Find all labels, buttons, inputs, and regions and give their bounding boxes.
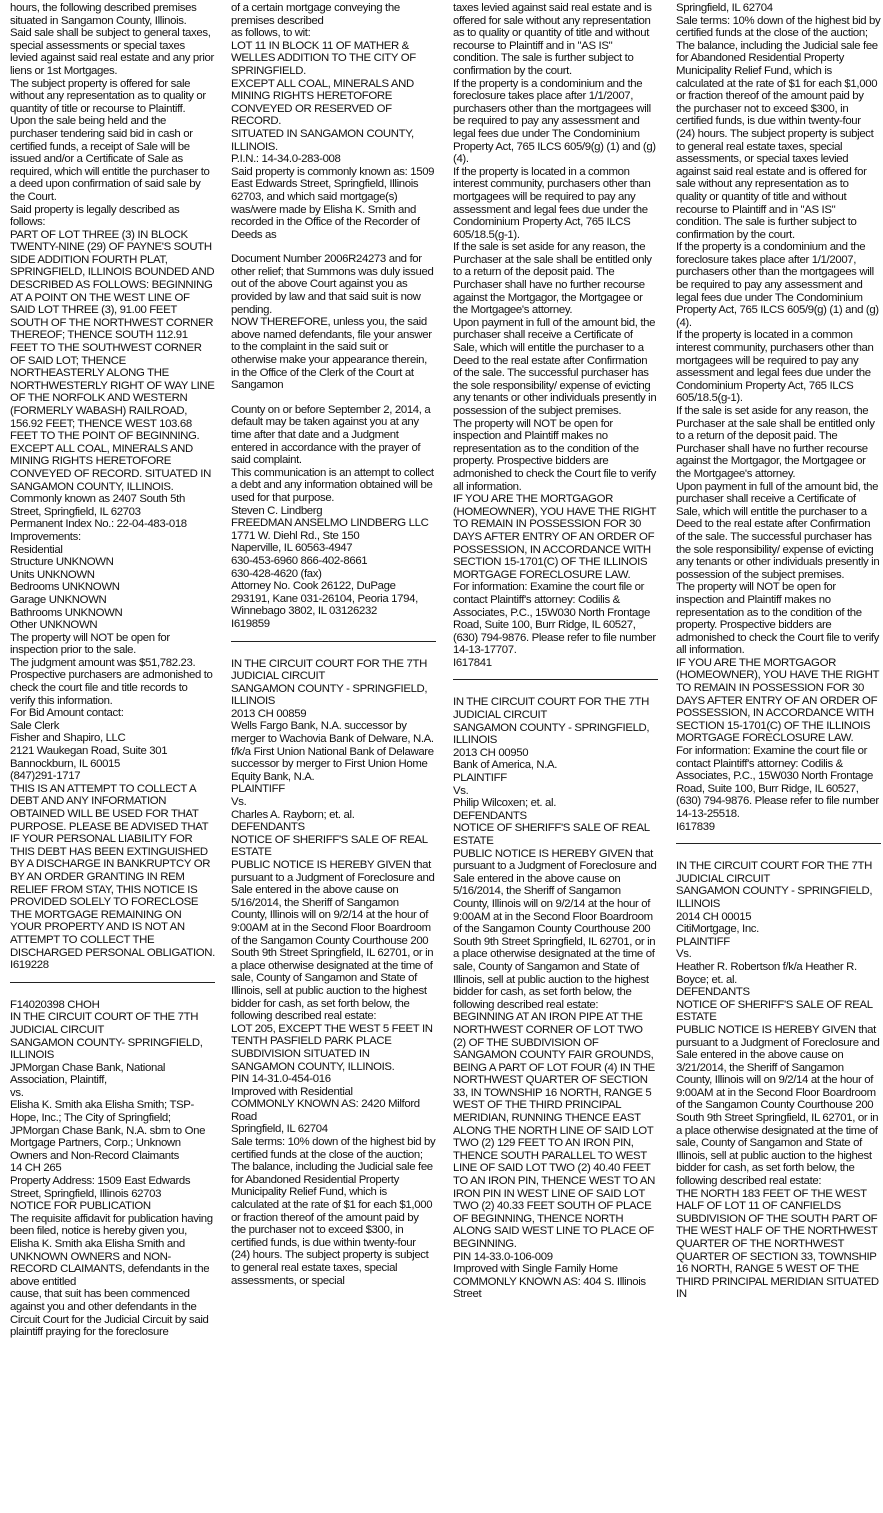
notice-text: If the sale is set aside for any reason, the Purchaser at the sale shall be entitled only to a return of the deposit paid. The Purchaser shall have no further recourse against the Mortgagor, the Mortgagee or the Mortgagee's attorney. xyxy=(453,241,652,317)
notice-text: SANGAMON COUNTY - SPRINGFIELD, ILLINOIS xyxy=(231,682,428,708)
notice-text: 2014 CH 00015 xyxy=(676,910,752,923)
notice-text: PUBLIC NOTICE IS HEREBY GIVEN that pursuant to a Judgment of Foreclosure and Sale entered in the above cause on 5/16/2014, the Sheriff of Sangamon County, Illinois will on 9/2/14 at the hour of 9:00AM at in the Second Floor Boardroom of the Sangamon County Courthouse 200 South 9th Street Springfield, IL 62701, or in a place otherwise designated at the time of sale, County of Sangamon and State of Illinois, sell at public auction to the highest bidder for cash, as set forth below, the following described real estate: xyxy=(453,847,657,1011)
notice-text: For Bid Amount contact: xyxy=(10,707,124,720)
notice-text: Permanent Index No.: 22-04-483-018 xyxy=(10,518,187,531)
notice-text: Structure UNKNOWN xyxy=(10,556,114,569)
notice-text: Other UNKNOWN xyxy=(10,619,98,632)
notice-text: Said sale shall be subject to general taxes, special assessments or special taxes levied against said real estate and any prior liens or 1st Mortgages. xyxy=(10,27,214,77)
notice-text: NOTICE FOR PUBLICATION xyxy=(10,1200,151,1213)
notice-text: THE NORTH 183 FEET OF THE WEST HALF OF LOT 11 OF CANFIELDS SUBDIVISION OF THE SOUTH PART OF THE WEST HALF OF THE NORTHWEST QUARTER OF THE NORTHWEST QUARTER OF SECTION 33, TOWNSHIP 16 NORTH, RANGE 5 WEST OF THE THIRD PRINCIPAL MERIDIAN SITUATED IN xyxy=(676,1187,879,1301)
notice-text: NOTICE OF SHERIFF'S SALE OF REAL ESTATE xyxy=(453,822,650,847)
notice-text: as follows, to wit: xyxy=(231,27,311,40)
notice-text: Improvements: xyxy=(10,530,81,543)
notice-text: cause, that suit has been commenced against you and other defendants in the Circuit Court for the Judicial Circuit by said plaintiff praying for the foreclosure xyxy=(10,1288,209,1339)
notice-text: Vs. xyxy=(231,796,247,809)
notice-text: Springfield, IL 62704 xyxy=(231,1123,328,1136)
notice-text: PIN 14-33.0-106-009 xyxy=(453,1250,553,1263)
notice-text: I619228 xyxy=(10,959,49,972)
notice-text: Bannockburn, IL 60015 xyxy=(10,757,121,770)
notice-text: County on or before September 2, 2014, a default may be taken against you at any time after that date and a Judgment entered in accordance with the prayer of said complaint. xyxy=(231,403,431,467)
notice-text: Heather R. Robertson f/k/a Heather R. Boyce; et. al. xyxy=(676,960,857,986)
notice-text: NOTICE OF SHERIFF'S SALE OF REAL ESTATE xyxy=(231,833,428,859)
paragraph-gap xyxy=(231,392,436,404)
notice-text: PLAINTIFF xyxy=(231,783,285,796)
notice-text: Upon the sale being held and the purchaser tendering said bid in cash or certified funds, a receipt of Sale will be issued and/or a Certificate of Sale as required, which will entitle the purchaser to a deed upon confirmation of said sale by the Court. xyxy=(10,115,210,203)
paragraph-gap xyxy=(231,241,436,253)
notice-text: Steven C. Lindberg xyxy=(231,504,323,517)
notice-text: This communication is an attempt to collect a debt and any information obtained will be used for that purpose. xyxy=(231,466,434,504)
notice-text: Elisha K. Smith aka Elisha Smith; TSP-Hope, Inc.; The City of Springfield; JPMorgan Chase Bank, N.A. sbm to One Mortgage Partners, Corp.; Unknown Owners and Non-Record Claimants xyxy=(10,1099,206,1162)
notice-text: Improved with Residential xyxy=(231,1085,353,1098)
notice-text: PUBLIC NOTICE IS HEREBY GIVEN that pursuant to a Judgment of Foreclosure and Sale entered in the above cause on 3/21/2014, the Sheriff of Sangamon County, Illinois will on 9/2/14 at the hour of 9:00AM at in the Second Floor Boardroom of the Sangamon County Courthouse 200 South 9th Street Springfield, IL 62701, or in a place otherwise designated at the time of sale, County of Sangamon and State of Illinois, sell at public auction to the highest bidder for cash, as set forth below, the following described real estate: xyxy=(676,1023,880,1188)
notice-text: LOT 205, EXCEPT THE WEST 5 FEET IN TENTH PASFIELD PARK PLACE SUBDIVISION SITUATED IN SANGAMON COUNTY, ILLINOIS. xyxy=(231,1022,433,1073)
notice-text: COMMONLY KNOWN AS: 404 S. Illinois Street xyxy=(453,1275,646,1301)
notice-text: Improved with Single Family Home xyxy=(453,1263,618,1276)
notice-divider xyxy=(231,641,436,642)
notice-text: For information: Examine the court file or contact Plaintiff's attorney: Codilis & Associates, P.C., 15W030 North Frontage Road, Suite 100, Burr Ridge, IL 60527, (630) 794-9876. Please refer to file number 14-13-25518. xyxy=(676,745,879,820)
notice-text: DEFENDANTS xyxy=(676,986,750,999)
notice-text: PART OF LOT THREE (3) IN BLOCK TWENTY-NINE (29) OF PAYNE'S SOUTH SIDE ADDITION FOURTH PLAT, SPRINGFIELD, ILLINOIS BOUNDED AND DESCRIBED AS FOLLOWS: BEGINNING AT A POINT ON THE WEST LINE OF SAID LOT THREE (3), 91.00 FEET SOUTH OF THE NORTHWEST CORNER THEREOF; THENCE SOUTH 112.91 FEET TO THE SOUTHWEST CORNER OF SAID LOT; THENCE NORTHEASTERLY ALONG THE NORTHWESTERLY RIGHT OF WAY LINE OF THE NORFOLK AND WESTERN (FORMERLY WABASH) RAILROAD, 156.92 FEET; THENCE WEST 103.68 FEET TO THE POINT OF BEGINNING. EXCEPT ALL COAL, MINERALS AND MINING RIGHTS HERETOFORE CONVEYED OF RECORD. SITUATED IN SANGAMON COUNTY, ILLINOIS. xyxy=(10,228,215,493)
notice-text: hours, the following described premises situated in Sangamon County, Illinois. xyxy=(10,2,197,27)
notice-text: FREEDMAN ANSELMO LINDBERG LLC xyxy=(231,517,429,530)
notice-text: If the property is located in a common interest community, purchasers other than mortgagees will be required to pay any assessment and legal fees due under the Condominium Property Act, 765 ILCS 605/18.5(g-1). xyxy=(676,329,874,405)
notice-text: NOTICE OF SHERIFF'S SALE OF REAL ESTATE xyxy=(676,998,873,1024)
notice-text: Upon payment in full of the amount bid, the purchaser shall receive a Certificate of Sale, which will entitle the purchaser to a Deed to the real estate after Confirmation of the sale. The successful purchaser has the sole responsibility/ expense of evicting any tenants or other individuals presently in possession of the subject premises. xyxy=(676,480,880,581)
notice-text: THIS IS AN ATTEMPT TO COLLECT A DEBT AND ANY INFORMATION OBTAINED WILL BE USED FOR THAT PURPOSE. PLEASE BE ADVISED THAT IF YOUR PERSONAL LIABILITY FOR THIS DEBT HAS BEEN EXTINGUISHED BY A DISCHARGE IN BANKRUPTCY OR BY AN ORDER GRANTING IN REM RELIEF FROM STAY, THIS NOTICE IS PROVIDED SOLELY TO FORECLOSE THE MORTGAGE REMAINING ON YOUR PROPERTY AND IS NOT AN ATTEMPT TO COLLECT THE DISCHARGED PERSONAL OBLIGATION. xyxy=(10,782,215,959)
column-2 xyxy=(231,2,436,1287)
notice-text: I617841 xyxy=(453,656,492,669)
notice-text: Sale terms: 10% down of the highest bid by certified funds at the close of the auction; The balance, including the Judicial sale fee for Abandoned Residential Property Municipality Relief Fund, which is calculated at the rate of $1 for each $1,000 or fraction thereof of the amount paid by the purchaser not to exceed $300, in certified funds, is due within twenty-four (24) hours. The subject property is subject to general real estate taxes, special assessments, or special taxes levied against said real estate and is offered for sale without any representation as to quality or quantity of title and without recourse to Plaintiff and in "AS IS" condition. The sale is further subject to confirmation by the court. xyxy=(676,14,881,241)
notice-text: The property will NOT be open for inspection and Plaintiff makes no representation as to the condition of the property. Prospective bidders are admonished to check the Court file to verify all information. xyxy=(453,417,657,493)
notice-text: Sale Clerk xyxy=(10,719,60,732)
notice-text: Sale terms: 10% down of the highest bid by certified funds at the close of the auction; The balance, including the Judicial sale fee for Abandoned Residential Property Municipality Relief Fund, which is calculated at the rate of $1 for each $1,000 or fraction thereof of the amount paid by the purchaser not to exceed $300, in certified funds, is due within twenty-four (24) hours. The subject property is subject to general real estate taxes, special assessments, or special xyxy=(231,1136,436,1287)
notice-text: The property will NOT be open for inspection and Plaintiff makes no representation as to the condition of the property. Prospective bidders are admonished to check the Court file to verify all information. xyxy=(676,581,880,657)
notice-text: LOT 11 IN BLOCK 11 OF MATHER & WELLES ADDITION TO THE CITY OF SPRINGFIELD. xyxy=(231,39,416,77)
notice-text: vs. xyxy=(10,1086,24,1099)
notice-text: taxes levied against said real estate and is offered for sale without any representation as to quality or quantity of title and without recourse to Plaintiff and in "AS IS" condition. The sale is further subject to confirmation by the court. xyxy=(453,2,652,77)
notice-text: The property will NOT be open for inspection prior to the sale. xyxy=(10,631,170,657)
notice-divider xyxy=(676,843,881,844)
notice-text: If the property is a condominium and the foreclosure takes place after 1/1/2007, purchasers other than the mortgagees will be required to pay any assessment and legal fees due under The Condominium Property Act, 765 ILCS 605/9(g) (1) and (g)(4). xyxy=(676,241,879,329)
notice-text: 2013 CH 00950 xyxy=(453,746,529,759)
notice-text: Fisher and Shapiro, LLC xyxy=(10,732,126,745)
notice-text: BEGINNING AT AN IRON PIPE AT THE NORTHWEST CORNER OF LOT TWO (2) OF THE SUBDIVISION OF SANGAMON COUNTY FAIR GROUNDS, BEING A PART OF LOT FOUR (4) IN THE NORTHWEST QUARTER OF SECTION 33, IN TOWNSHIP 16 NORTH, RANGE 5 WEST OF THE THIRD PRINCIPAL MERIDIAN, RUNNING THENCE EAST ALONG THE NORTH LINE OF SAID LOT TWO (2) 129 FEET TO AN IRON PIN, THENCE SOUTH PARALLEL TO WEST LINE OF SAID LOT TWO (2) 40.40 FEET TO AN IRON PIN, THENCE WEST TO AN IRON PIN IN WEST LINE OF SAID LOT TWO (2) 40.33 FEET SOUTH OF PLACE OF BEGINNING, THENCE NORTH ALONG SAID WEST LINE TO PLACE OF BEGINNING. xyxy=(453,1011,655,1250)
notice-text: PIN 14-31.0-454-016 xyxy=(231,1073,331,1086)
notice-text: Bathrooms UNKNOWN xyxy=(10,606,123,619)
notice-text: If the property is located in a common interest community, purchasers other than mortgagees will be required to pay any assessment and legal fees due under the Condominium Property Act, 765 ILCS 605/18.5(g-1). xyxy=(453,165,651,241)
notice-divider xyxy=(453,679,658,680)
notice-text: IN THE CIRCUIT COURT OF THE 7TH JUDICIAL CIRCUIT xyxy=(10,1011,199,1036)
column-3 xyxy=(453,2,658,1301)
notice-text: DEFENDANTS xyxy=(231,821,305,834)
notice-text: Prospective purchasers are admonished to check the court file and title records to verify this information. xyxy=(10,669,213,707)
notice-text: SANGAMON COUNTY- SPRINGFIELD, ILLINOIS xyxy=(10,1036,203,1062)
notice-text: 14 CH 265 xyxy=(10,1162,62,1175)
notice-text: IN THE CIRCUIT COURT FOR THE 7TH JUDICIAL CIRCUIT xyxy=(676,860,872,885)
notice-text: Said property is commonly known as: 1509 East Edwards Street, Springfield, Illinois 62703, and which said mortgage(s) was/were made by Elisha K. Smith and recorded in the Office of the Recorder of Deeds as xyxy=(231,165,435,241)
notice-divider xyxy=(10,982,215,983)
notice-text: For information: Examine the court file or contact Plaintiff's attorney: Codilis & Associates, P.C., 15W030 North Frontage Road, Suite 100, Burr Ridge, IL 60527, (630) 794-9876. Please refer to file number 14-13-17707. xyxy=(453,581,656,657)
notice-text: Springfield, IL 62704 xyxy=(676,2,773,14)
notice-text: P.I.N.: 14-34.0-283-008 xyxy=(231,153,341,166)
notice-text: 2013 CH 00859 xyxy=(231,707,307,720)
notice-text: Property Address: 1509 East Edwards Street, Springfield, Illinois 62703 xyxy=(10,1175,191,1200)
notice-text: SANGAMON COUNTY - SPRINGFIELD, ILLINOIS xyxy=(453,721,650,747)
notice-text: 2121 Waukegan Road, Suite 301 xyxy=(10,745,168,758)
notice-text: I619859 xyxy=(231,617,270,630)
notice-text: Naperville, IL 60563-4947 xyxy=(231,542,353,555)
notice-text: 1771 W. Diehl Rd., Ste 150 xyxy=(231,529,360,542)
notice-text: If the property is a condominium and the foreclosure takes place after 1/1/2007, purchasers other than the mortgagees will be required to pay any assessment and legal fees due under The Condominium Property Act, 765 ILCS 605/9(g) (1) and (g)(4). xyxy=(453,77,656,166)
notice-text: Units UNKNOWN xyxy=(10,568,95,581)
notice-text: CitiMortgage, Inc. xyxy=(676,923,759,936)
notice-text: The requisite affidavit for publication having been filed, notice is hereby given you, Elisha K. Smith aka Elisha Smith and UNKNOWN OWNERS and NON-RECORD CLAIMANTS, defendants in the above entitled xyxy=(10,1212,213,1288)
notice-text: Philip Wilcoxen; et. al. xyxy=(453,797,557,810)
notice-text: (847)291-1717 xyxy=(10,770,81,783)
notice-text: f/k/a First Union National Bank of Delaware successor by merger to First Union Home Equity Bank, N.A. xyxy=(231,745,434,783)
notice-text: Garage UNKNOWN xyxy=(10,593,107,606)
notice-text: 630-453-6960 866-402-8661 xyxy=(231,554,368,567)
notice-text: The subject property is offered for sale without any representation as to quality or quantity of title or recourse to Plaintiff. xyxy=(10,77,206,115)
notice-text: of a certain mortgage conveying the premises described xyxy=(231,2,400,27)
notice-text: IN THE CIRCUIT COURT FOR THE 7TH JUDICIAL CIRCUIT xyxy=(231,657,427,683)
notice-text: NOW THEREFORE, unless you, the said above named defendants, file your answer to the complaint in the said suit or otherwise make your appearance therein, in the Office of the Clerk of the Court at Sangamon xyxy=(231,316,432,392)
notice-text: Vs. xyxy=(453,784,469,797)
notice-text: IF YOU ARE THE MORTGAGOR (HOMEOWNER), YOU HAVE THE RIGHT TO REMAIN IN POSSESSION FOR 30 DAYS AFTER ENTRY OF AN ORDER OF POSSESSION, IN ACCORDANCE WITH SECTION 15-1701(C) OF THE ILLINOIS MORTGAGE FORECLOSURE LAW. xyxy=(676,656,879,745)
notice-text: EXCEPT ALL COAL, MINERALS AND MINING RIGHTS HERETOFORE CONVEYED OR RESERVED OF RECORD. xyxy=(231,77,414,128)
notice-text: Residential xyxy=(10,543,63,556)
notice-text: PLAINTIFF xyxy=(676,935,730,948)
notice-text: IN THE CIRCUIT COURT FOR THE 7TH JUDICIAL CIRCUIT xyxy=(453,696,649,722)
notice-text: COMMONLY KNOWN AS: 2420 Milford Road xyxy=(231,1098,420,1123)
notice-text: Vs. xyxy=(676,948,692,961)
notice-text: Bedrooms UNKNOWN xyxy=(10,581,120,594)
notice-text: Wells Fargo Bank, N.A. successor by merger to Wachovia Bank of Delware, N.A. xyxy=(231,720,434,746)
notice-text: IF YOU ARE THE MORTGAGOR (HOMEOWNER), YOU HAVE THE RIGHT TO REMAIN IN POSSESSION FOR 30 DAYS AFTER ENTRY OF AN ORDER OF POSSESSION, IN ACCORDANCE WITH SECTION 15-1701(C) OF THE ILLINOIS MORTGAGE FORECLOSURE LAW. xyxy=(453,493,656,581)
notice-text: JPMorgan Chase Bank, National Association, Plaintiff, xyxy=(10,1061,166,1087)
notice-text: PLAINTIFF xyxy=(453,772,507,785)
column-4 xyxy=(676,2,881,1301)
notice-text: SITUATED IN SANGAMON COUNTY, ILLINOIS. xyxy=(231,127,414,153)
notice-text: Said property is legally described as follows: xyxy=(10,203,180,229)
notice-text: Bank of America, N.A. xyxy=(453,759,558,772)
notice-text: F14020398 CHOH xyxy=(10,998,100,1011)
notice-text: PUBLIC NOTICE IS HEREBY GIVEN that pursuant to a Judgment of Foreclosure and Sale entered in the above cause on 5/16/2014, the Sheriff of Sangamon County, Illinois will on 9/2/14 at the hour of 9:00AM at in the Second Floor Boardroom of the Sangamon County Courthouse 200 South 9th Street Springfield, IL 62701, or in a place otherwise designated at the time of sale, County of Sangamon and State of Illinois, sell at public auction to the highest bidder for cash, as set forth below, the following described real estate: xyxy=(231,859,435,1023)
notice-text: SANGAMON COUNTY - SPRINGFIELD, ILLINOIS xyxy=(676,885,873,910)
notice-text: 630-428-4620 (fax) xyxy=(231,567,322,580)
notice-text: Charles A. Rayborn; et. al. xyxy=(231,808,355,821)
notice-text: Upon payment in full of the amount bid, the purchaser shall receive a Certificate of Sale, which will entitle the purchaser to a Deed to the real estate after Confirmation of the sale. The successful purchaser has the sole responsibility/ expense of evicting any tenants or other individuals presently in possession of the subject premises. xyxy=(453,316,657,417)
notice-text: The judgment amount was $51,782.23. xyxy=(10,656,196,669)
notice-text: Commonly known as 2407 South 5th Street, Springfield, IL 62703 xyxy=(10,493,185,518)
column-1 xyxy=(10,2,215,1339)
notice-text: Document Number 2006R24273 and for other relief; that Summons was duly issued out of the above Court against you as provided by law and that said suit is now pending. xyxy=(231,253,434,316)
notice-text: I617839 xyxy=(676,820,715,833)
notice-text: DEFENDANTS xyxy=(453,809,527,822)
notice-text: Attorney No. Cook 26122, DuPage 293191, Kane 031-26104, Peoria 1794, Winnebago 3802, IL 03126232 xyxy=(231,580,418,618)
notice-text: If the sale is set aside for any reason, the Purchaser at the sale shall be entitled only to a return of the deposit paid. The Purchaser shall have no further recourse against the Mortgagor, the Mortgagee or the Mortgagee's attorney. xyxy=(676,405,875,480)
